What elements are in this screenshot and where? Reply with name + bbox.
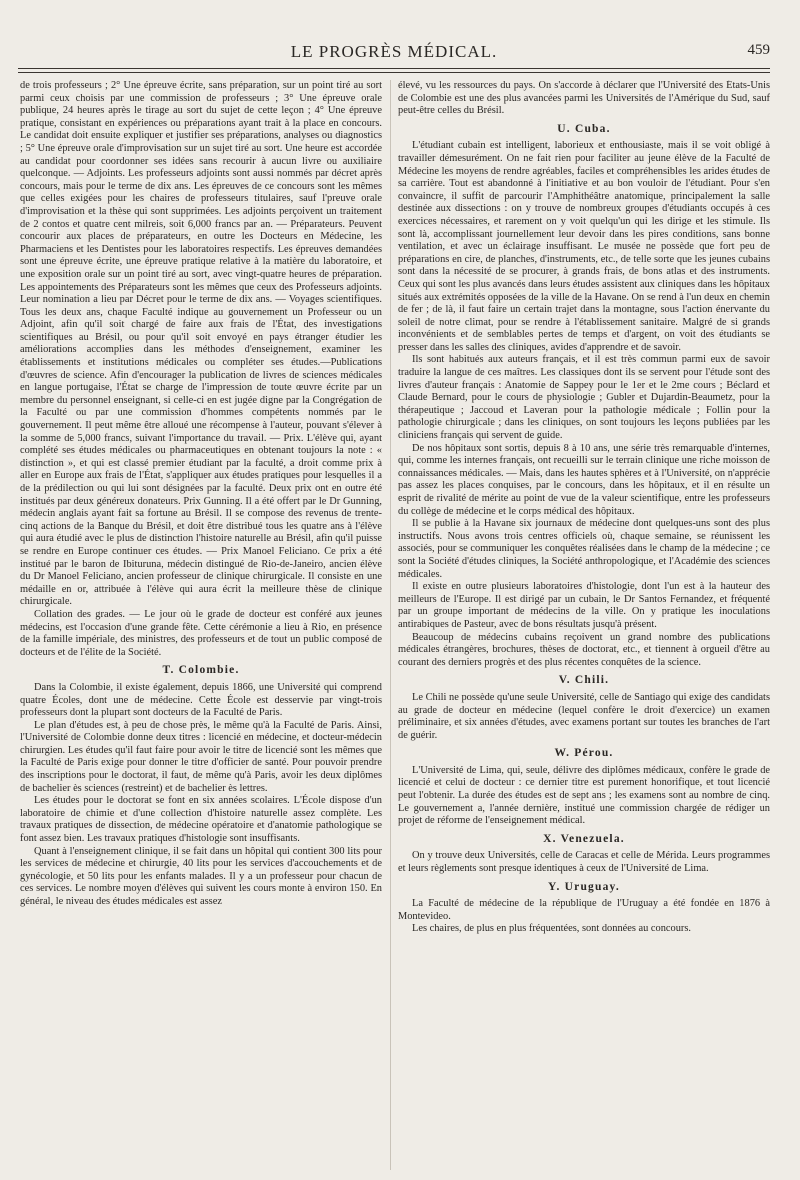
paragraph: de trois professeurs ; 2° Une épreuve écrite, sans préparation, sur un point tiré au sort parmi ceux choisis par une commission de professeurs ; 3° Une épreuve orale publique, 24 heures après le tirage au sort du sujet de cette leçon ; 4° Une épreuve pratique, consistant en expériences ou préparations ayant trait à la place en concours. Le candidat doit ensuite expliquer et justifier ses préparations, analyses ou diagnostics ; 5° Une épreuve orale d'improvisation sur un sujet tiré au sort. Une heure est accordée au candidat pour coordonner ses idées sans recourir à aucun livre ou auxiliaire quelconque. — Adjoints. Les professeurs adjoints sont aussi nommés par décret après concours, mais pour le terme de dix ans. Les épreuves de ce concours sont les mêmes que celles exigées pour les chaires de professeurs titulaires, sauf l'preuve orale d'improvisation et la thèse qui sont supprimées. Les adjoints perçoivent un traitement de 2 contos et quatre cent milreis, soit 6,000 francs par an. — Préparateurs. Peuvent concourir aux places de préparateurs, en outre les Docteurs en Médecine, les Pharmaciens et les Dentistes pour les laboratoires respectifs. Les épreuves demandées sont une épreuve écrite, une épreuve pratique relative à la matière du laboratoire, et une exposition orale sur un point tiré au sort, avec vingt-quatre heures de préparation. Les appointements des Préparateurs sont les mêmes que ceux des Professeurs adjoints. Leur nomination a lieu par Décret pour le terme de dix ans. — Voyages scientifiques. Tous les deux ans, chaque Faculté indique au gouvernement un Professeur ou un Adjoint, afin qu'il soit chargé de faire aux frais de l'État, des investigations scientifiques au Brésil, ou pour qu'il soit envoyé en pays étranger étudier les améliorations accomplies dans les méthodes d'enseignement, examiner les établissements et institutions médicales ou compléter ses études.—Publications d'œuvres de science. Afin d'encourager la publication de livres de sciences médicales en langue portugaise, l'État se charge de l'impression de toute œuvre écrite par un membre du personnel enseignant, si celle-ci en est jugée digne par la Congrégation de la Faculté ou par une commission d'hommes compétents nommés par le gouvernement. Il peut même être alloué une récompense à l'auteur, pouvant s'élever à la somme de 5,000 francs, suivant l'importance du travail. — Prix. L'élève qui, ayant complété ses études médicales ou pharmaceutiques en obtenant toujours la note : « distinction », et qui est classé premier étudiant par la faculté, a droit comme prix à aller en Europe aux frais de l'État, s'appliquer aux études pratiques pour lesquelles il a de la prédilection ou qui lui sont désignées par la faculté. Deux prix ont en outre été institués par deux généreux donateurs. Prix Gunning. Il a été offert par le Dr Gunning, médecin anglais ayant fait sa fortune au Brésil. Il se compose des revenus de trente-cinq actions de la Banque du Brésil, et doit être distribué tous les quatre ans à l'élève qui aura étudié avec le plus de distinction l'histoire naturelle au Brésil, afin qu'il puisse se rendre en Europe continuer ces études. — Prix Manoel Feliciano. Ce prix a été institué par le baron de Ibituruna, médecin distingué de Rio-de-Janeiro, ancien élève du Dr Manoel Feliciano, ancien professeur de clinique chirurgicale. Il consiste en une médaille en or, attribuée à l'élève qui aura écrit la meilleure thèse de clinique chirurgicale. xyxy=(20,80,382,608)
section-heading-cuba: U. Cuba. xyxy=(557,122,611,135)
paragraph: Beaucoup de médecins cubains reçoivent un grand nombre des publications médicales étrangères, brochures, thèses de doctorat, etc., et tiennent à orgueil d'être au courant des derniers progrès et des plus récentes conquêtes de la science. xyxy=(398,631,770,668)
paragraph: Collation des grades. — Le jour où le grade de docteur est conféré aux jeunes médecins, est l'occasion d'une grande fête. Cette cérémonie a lieu à Rio, en présence de la famille impériale, des ministres, des professeurs et de tout un public composé de docteurs et de l'élite de la Société. xyxy=(20,608,382,658)
paragraph: La Faculté de médecine de la république de l'Uruguay a été fondée en 1876 à Montevideo. xyxy=(398,898,770,922)
paragraph: Les chaires, de plus en plus fréquentées, sont données au concours. xyxy=(412,923,692,935)
page-number: 459 xyxy=(747,42,770,58)
paragraph: De nos hôpitaux sont sortis, depuis 8 à 10 ans, une série très remarquable d'internes, qui, comme les internes français, ont recueilli sur le terrain clinique une riche moisson de connaissances médicales. — Mais, dans les hautes sphères et à l'Université, on n'apprécie pas assez les places conquises, par le concours, dans les hôpitaux, et il en résulte un esprit de rivalité de mérite au point de vue de la valeur scientifique, entre les professeurs du collège de médecine et le corps médical des hôpitaux. xyxy=(398,442,770,517)
paragraph: Dans la Colombie, il existe également, depuis 1866, une Université qui comprend quatre Écoles, dont une de médecine. Cette École est desservie par vingt-trois professeurs dont la plupart sont docteurs de la Faculté de Paris. xyxy=(20,681,382,719)
paragraph: Le Chili ne possède qu'une seule Université, celle de Santiago qui exige des candidats au grade de docteur en médecine (lequel confère le droit d'exercice) un examen préliminaire, et six années d'études, avec examens portant sur toutes les branches de l'art de guérir. xyxy=(398,691,770,741)
header-rule xyxy=(18,68,770,69)
page-header xyxy=(18,42,770,66)
paragraph: Ils sont habitués aux auteurs français, et il est très commun parmi eux de savoir traduire la langue de ces maîtres. Les classiques dont ils se servent pour l'étude sont des livres d'auteur français : Anatomie de Sappey pour le 1er et le 2me cours ; Béclard et Claude Bernard, pour le cours de physiologie ; Gubler et Dujardin-Beaumetz, pour la thérapeutique ; Jaccoud et Laveran pour la pathologie médicale ; Follin pour la pathologie chirurgicale ; dans les cliniques, on sont toujours les leçons publiées par les cliniciens français qui servent de guide. xyxy=(398,354,770,442)
section-heading-colombie: T. Colombie. xyxy=(162,664,240,677)
right-column xyxy=(398,80,770,1170)
left-column xyxy=(20,80,382,1170)
running-title: LE PROGRÈS MÉDICAL. xyxy=(290,42,498,61)
section-heading-uruguay: Y. Uruguay. xyxy=(548,880,620,893)
paragraph: Il se publie à la Havane six journaux de médecine dont quelques-uns sont des plus instructifs. Nous avons trois centres officiels où, chaque semaine, se réunissent les associés, pour se communiquer les conquêtes réalisées dans le champ de la médecine ; ce sont la Société d'études cliniques, la Société anthropologique, et l'Académie des sciences médicales. xyxy=(398,518,770,580)
paragraph: On y trouve deux Universités, celle de Caracas et celle de Mérida. Leurs programmes et leurs règlements sont presque identiques à ceux de l'Université de Lima. xyxy=(398,850,770,875)
section-heading-chili: V. Chili. xyxy=(558,674,610,687)
paragraph: Le plan d'études est, à peu de chose près, le même qu'à la Faculté de Paris. Ainsi, l'Université de Colombie donne deux titres : licencié en médecine, et docteur-médecin chirurgien. Les études qu'il faut faire pour avoir le titre de licencié sont les mêmes que la Faculté de Paris exige pour donner le titre d'officier de santé. Pour pouvoir prendre des inscriptions pour le doctorat, il faut, de même qu'à Paris, avoir les deux diplômes de bachelier ès sciences (restreint) et de bachelier ès lettres. xyxy=(20,719,382,794)
paragraph: élevé, vu les ressources du pays. On s'accorde à déclarer que l'Université des États-Unis de Colombie est une des plus avancées parmi les Universités de l'Amérique du Sud, sauf peut-être celles du Brésil. xyxy=(398,80,770,117)
paragraph: Il existe en outre plusieurs laboratoires d'histologie, dont l'un est à la hauteur des meilleurs de l'Europe. Il est dirigé par un cubain, le Dr Santos Fernandez, et fréquenté par un groupe important de médecins de la ville. On y pratique les inoculations antirabiques de Pasteur, avec de bons résultats jusqu'à présent. xyxy=(398,581,770,630)
paragraph: Les études pour le doctorat se font en six années scolaires. L'École dispose d'un laboratoire de chimie et d'une collection d'histoire naturelle assez complète. Les travaux pratiques de dissection, de médecine opératoire et d'anatomie pathologique se font assez bien. Les travaux pratiques d'histologie sont insuffisants. xyxy=(20,795,382,845)
paragraph: Quant à l'enseignement clinique, il se fait dans un hôpital qui contient 300 lits pour les services de médecine et chirurgie, 40 lits pour les services d'accouchements et de gynécologie, et 50 lits pour les enfants malades. Il y a un professeur pour chacun de ces services. Le nombre moyen d'élèves qui suivent les cours monte à environ 150. En général, le niveau des études médicales est assez xyxy=(20,845,382,907)
column-divider xyxy=(390,80,391,1170)
section-heading-venezuela: X. Venezuela. xyxy=(543,832,625,845)
paragraph: L'étudiant cubain est intelligent, laborieux et enthousiaste, mais il se voit obligé à travailler démesurément. On ne fait rien pour faciliter au jeune élève de la Faculté de Médecine les moyens de rendre agréables, faciles et compréhensibles les arides études de sa carrière. Tout est abandonné à l'initiative et au bon vouloir de l'étudiant. Pour s'en convaincre, il suffit de parcourir l'Amphithéâtre anatomique, principalement la salle destinée aux dissections : on y trouve de nombreux groupes d'étudiants occupés à ces exercices nécessaires, et rarement on y voit quelqu'un qui les dirige et les stimule. Ils sont là, accomplissant journellement leur devoir dans les pires conditions, sans bonne ventilation, et avec un éclairage insuffisant. Le musée ne possède que fort peu de préparations en cire, de planches, d'instruments, etc., de telle sorte que les jeunes cubains sont dans la nécessité de se procurer, à grands frais, de bons atlas et des instruments. Ceux qui sont les plus avancés dans leurs études assistent aux cliniques dans les hôpitaux situés aux extrémités opposées de la ville de la Havane. On se rend à l'un deux en chemin de fer ; de là, il faut faire un certain trajet dans la montagne, sous l'action énervante du soleil de notre climat, pour se rendre à l'établissement sanitaire. Malgré de si grands inconvénients et de semblables pertes de temps et d'argent, on voit des étudiants se presser dans les salles des cliniques, avides d'apprendre et de savoir. xyxy=(398,140,770,353)
header-rule-thin xyxy=(18,72,770,73)
paragraph: L'Université de Lima, qui, seule, délivre des diplômes médicaux, confère le grade de licencié et celui de docteur : ce dernier titre est purement honorifique, et tout licencié peut l'obtenir. La durée des études est de sept ans ; les examens sont au nombre de cinq. Le gouvernement a, l'année dernière, institué une commission chargée de rédiger un projet de réforme de l'enseignement médical. xyxy=(398,764,770,827)
section-heading-perou: W. Pérou. xyxy=(554,747,614,760)
